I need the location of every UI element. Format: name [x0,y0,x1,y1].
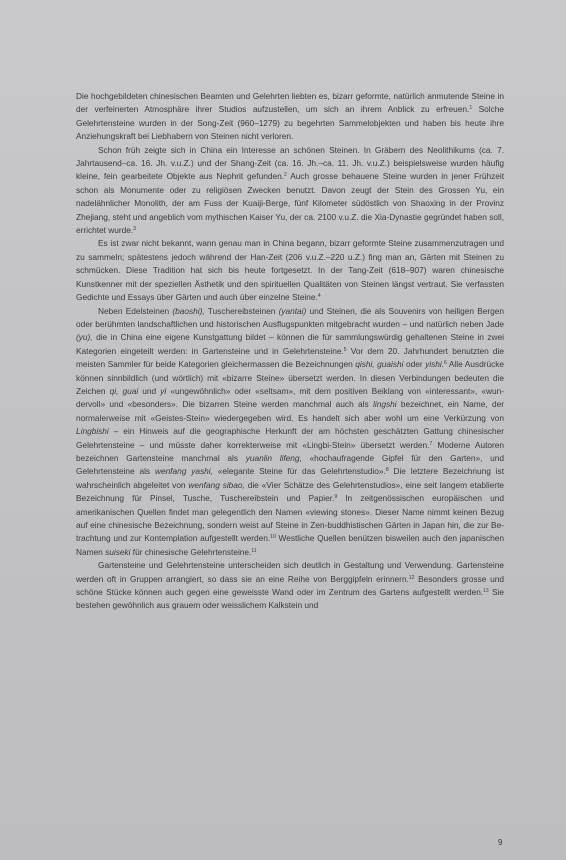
italic-term: qishi, guaishi [355,359,404,370]
italic-term: wenfang yashi, [154,466,213,477]
italic-term: lingshi [373,399,397,410]
text-run: «elegante Steine für das Gelehrtenstudio». [212,466,386,477]
text-run: die in China eine eigene Kunstgattung bildet – können die für sammlungswürdig gehaltenen Steine in zwei Kategorien eingeteilt werden: in Gartensteine und in Gelehrtensteine. [76,332,504,356]
text-run: Auch grosse behauene Steine wurden in jener Frühzeit schon als Monumente oder zu religiösen Zwecken benutzt. Davon zeugt der Stein des Grossen Yu, ein nadelähnlicher Monolith, der am Fuss der Kuaiji-Berge, fünf Kilometer südöstlich von Shaoxing in der Provinz Zhejiang, steht und angeblich vom mythischen Kaiser Yu, der ca. 2100 v.u.Z. die Xia-Dynastie gegründet haben soll, errichtet wurde. [76,171,504,236]
text-run: und Steinen, die als Souvenirs von heiligen Bergen oder berühmten landschaftlichen und historischen Ausflugspunkten mitgebracht wurden – und natürlich neben Jade [76,305,504,329]
italic-term: yuanlin lifeng, [245,452,302,463]
text-run: – ein Hinweis auf die geographische Herkunft der am höchsten geschätzten Gattung chinesischer Gelehrtensteine – und müsste daher korrekterweise mit «Lingbi-Stein» übersetzt werden. [76,426,504,450]
footnote-marker: 8 [385,467,389,474]
footnote-marker: 12 [408,574,415,581]
italic-term: suiseki [105,546,131,557]
text-run: bezeichnet, ein Name, der normalerweise mit «Geistes-Stein» wiedergegeben wird. Es handelt sich aber wohl um eine Verkürzung von [76,399,504,423]
footnote-marker: 3 [133,226,136,233]
paragraph [76,237,504,304]
text-run: «ungewöhnlich» oder «seltsam», mit dem positiven Beiklang von «interessant», «wundervoll» und «besonders». Die bizarren Steine werden manchmal auch als [76,385,504,410]
paragraph [76,144,504,238]
footnote-marker: 11 [251,547,257,554]
text-run: In zeitgenössischen europäischen und amerikanischen Quellen findet man gelegentlich den Namen «viewing stones». Dieser Name nimmt keinen Bezug auf eine chinesische Bezeichnung, sondern weist auf Steine in Zen-buddhistischen Gärten in Japan hin, die zur Betrachtung und zur Kontemplation aufgestellt werden. [76,493,505,544]
body-text [76,90,504,613]
italic-term: (baoshi), [172,305,205,316]
italic-term: Lingbishi [76,426,109,437]
text-run: Gartensteine und Gelehrtensteine unterscheiden sich deutlich in Gestaltung und Verwendung. Gartensteine werden oft in Gruppen arrangiert, so dass sie an eine Reihe von Berggipfeln erinnern. [76,560,504,584]
text-run: Die letztere Bezeichnung ist wahrscheinlich abgeleitet von [76,466,504,490]
page-number: 9 [498,838,503,847]
text-run: Neben Edelsteinen [98,305,173,316]
text-run: «hochaufragende Gipfel für den Garten», und Gelehrtensteine als [76,452,504,477]
footnote-marker: 9 [334,494,338,501]
text-run: Besonders grosse und schöne Stücke können auch gegen eine geweisste Wand oder im Zentrum des Gartens aufgestellt werden. [76,573,504,598]
paragraph [76,90,504,144]
text-run: oder [403,359,426,370]
italic-term: yishi. [425,359,445,370]
italic-term: qi, guai [109,385,139,396]
text-run: Es ist zwar nicht bekannt, wann genau man in China begann, bizarr geformte Steine zusammenzutragen und zu sammeln; spätestens jedoch während der Han-Zeit (206 v.u.Z.–220 u.Z.) fing man an, Gärten mit Steinen zu schmücken. Diese Tradition hat sich bis heute fortgesetzt. In der Tang-Zeit (618–907) waren chinesische Kunstkenner mit der speziellen Ästhetik und den spirituellen Qualitäten von Steinen längst vertraut. Sie verfassten Gedichte und Essays über Gärten und auch über einzelne Steine. [76,238,504,303]
footnote-marker: 4 [317,293,321,300]
italic-term: (yantai) [278,305,307,316]
footnote-marker: 1 [469,105,473,112]
footnote-marker: 10 [270,534,276,541]
text-run: Sie bestehen gewöhnlich aus grauem oder weisslichem Kalkstein und [76,587,504,611]
text-run: Moderne Autoren bezeichnen Gartensteine manchmal als [76,439,504,463]
italic-term: (yu), [76,332,93,343]
footnote-marker: 2 [284,172,287,179]
text-run: Solche Gelehrtensteine wurden in der Song-Zeit (960–1279) zu begehrten Sammelobjekten und haben bis heute ihre Anziehungskraft bei Liebhabern von Steinen nicht verloren. [76,104,504,142]
footnote-marker: 13 [483,588,489,595]
text-run: Alle Ausdrücke können sinnbildlich (und wörtlich) mit «bizarre Steine» übersetzt werden. In diesen Verbindungen bedeuten die Zeichen [76,359,504,396]
text-run: Vor dem 20. Jahrhundert benutzten die meisten Sammler für beide Kategorien gleichermassen die Bezeichnungen [76,345,504,370]
text-run: Die hochgebildeten chinesischen Beamten und Gelehrten liebten es, bizarr geformte, natürlich anmutende Steine in der verfeinerten Atmosphäre ihrer Studios aufzustellen, um sich an ihrem Anblick zu erfreuen. [76,91,504,115]
footnote-marker: 5 [343,346,347,353]
text-run: Westliche Quellen benützen bisweilen auch den japanischen Namen [76,533,505,557]
italic-term: wenfang sibao, [188,479,245,490]
text-run: Schon früh zeigte sich in China ein Interesse an schönen Steinen. In Gräbern des Neolithikums (ca. 7. Jahrtausend–ca. 16. Jh. v.u.Z.) und der Shang-Zeit (ca. 16. Jh.–ca. 11. Jh. v.u.Z.) beispielsweise wurden häufig kleine, fein gearbeitete Objekte aus Nephrit gefunden. [76,144,504,182]
text-run: Tuschereibsteinen [204,305,279,316]
text-run: und [138,385,161,396]
paragraph [76,305,504,560]
footnote-marker: 6 [444,360,447,367]
text-run: für chinesische Gelehrtensteine. [130,546,252,557]
footnote-marker: 7 [429,440,433,447]
text-run: die «Vier Schätze des Gelehrtenstudios», eine seit langem etablierte Bezeichnung für Pinsel, Tusche, Tuschereibstein und Papier. [76,479,504,504]
paragraph [76,559,504,613]
italic-term: yi [160,385,167,396]
